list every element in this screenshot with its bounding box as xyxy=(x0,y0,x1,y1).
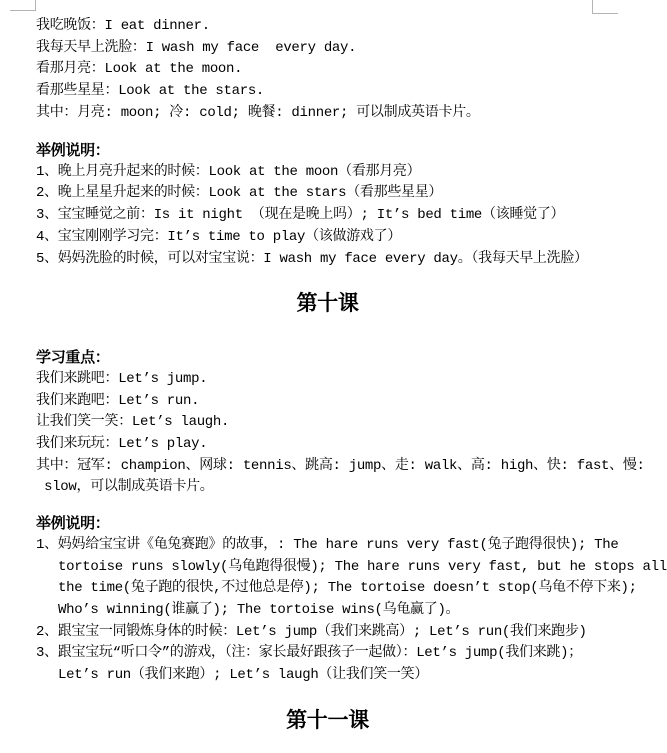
keypoints-heading: 学习重点： xyxy=(36,349,110,367)
lesson10-section xyxy=(36,347,667,687)
phrase-line: 其中：月亮: moon; 冷: cold; 晚餐: dinner; 可以制成英语卡片。 xyxy=(36,104,480,121)
example-item xyxy=(36,535,667,622)
example-item-line: tortoise runs slowly(乌龟跑得很慢); The hare runs very fast, but he stops all xyxy=(58,558,667,575)
margin-crop-mark-top-right xyxy=(592,0,618,14)
document-page xyxy=(36,16,667,733)
example-item: 5、妈妈洗脸的时候，可以对宝宝说：I wash my face every day。（我每天早上洗脸） xyxy=(36,250,588,267)
phrase-line: 我们来玩玩：Let’s play. xyxy=(36,436,208,453)
phrase-line: 我吃晚饭：I eat dinner. xyxy=(36,18,210,34)
example-item-line: 3、跟宝宝玩“听口令”的游戏，（注：家长最好跟孩子一起做）：Let’s jump(我们来跳)； xyxy=(36,645,582,662)
example-item: 3、宝宝睡觉之前：Is it night （现在是晚上吗）; It’s bed time（该睡觉了） xyxy=(36,207,565,224)
example-item: 1、晚上月亮升起来的时候：Look at the moon（看那月亮） xyxy=(36,163,421,180)
example-item-line: 1、妈妈给宝宝讲《龟兔赛跑》的故事，: The hare runs very fast(兔子跑得很快); The xyxy=(36,536,619,553)
phrase-line: 我每天早上洗脸：I wash my face every day. xyxy=(36,39,357,56)
examples-heading: 举例说明： xyxy=(36,142,110,160)
lesson10-title: 第十课 xyxy=(296,292,359,316)
example-item: 2、晚上星星升起来的时候：Look at the stars（看那些星星） xyxy=(36,185,443,202)
phrase-line: 我们来跑吧：Let’s run. xyxy=(36,392,200,409)
margin-crop-mark-top-left xyxy=(10,0,36,11)
lesson11-title: 第十一课 xyxy=(286,708,369,732)
phrase-wrap-line: slow，可以制成英语卡片。 xyxy=(36,479,214,496)
phrase-line: 看那月亮：Look at the moon. xyxy=(36,61,243,78)
example-item-line: Let’s run（我们来跑）; Let’s laugh（让我们笑一笑） xyxy=(58,667,429,684)
example-item-line: Who’s winning(谁赢了); The tortoise wins(乌龟赢了)。 xyxy=(58,601,460,618)
examples-heading: 举例说明： xyxy=(36,515,110,533)
phrase-line: 看那些星星：Look at the stars. xyxy=(36,83,265,100)
example-item xyxy=(36,622,649,644)
phrase-line: 其中：冠军: champion、网球: tennis、跳高: jump、走: walk、高: high、快: fast、慢: xyxy=(36,457,645,474)
example-item-line: the time(兔子跑的很快,不过他总是停); The tortoise doesn’t stop(乌龟不停下来); xyxy=(58,580,637,597)
phrase-line: 我们来跳吧：Let’s jump. xyxy=(36,370,208,387)
example-item: 4、宝宝刚刚学习完：It’s time to play（该做游戏了） xyxy=(36,228,402,245)
lesson9-section xyxy=(36,16,649,270)
example-item xyxy=(36,643,649,686)
example-item-line: 2、跟宝宝一同锻炼身体的时候：Let’s jump（我们来跳高）; Let’s run(我们来跑步) xyxy=(36,623,587,640)
phrase-line: 让我们笑一笑：Let’s laugh. xyxy=(36,414,230,431)
